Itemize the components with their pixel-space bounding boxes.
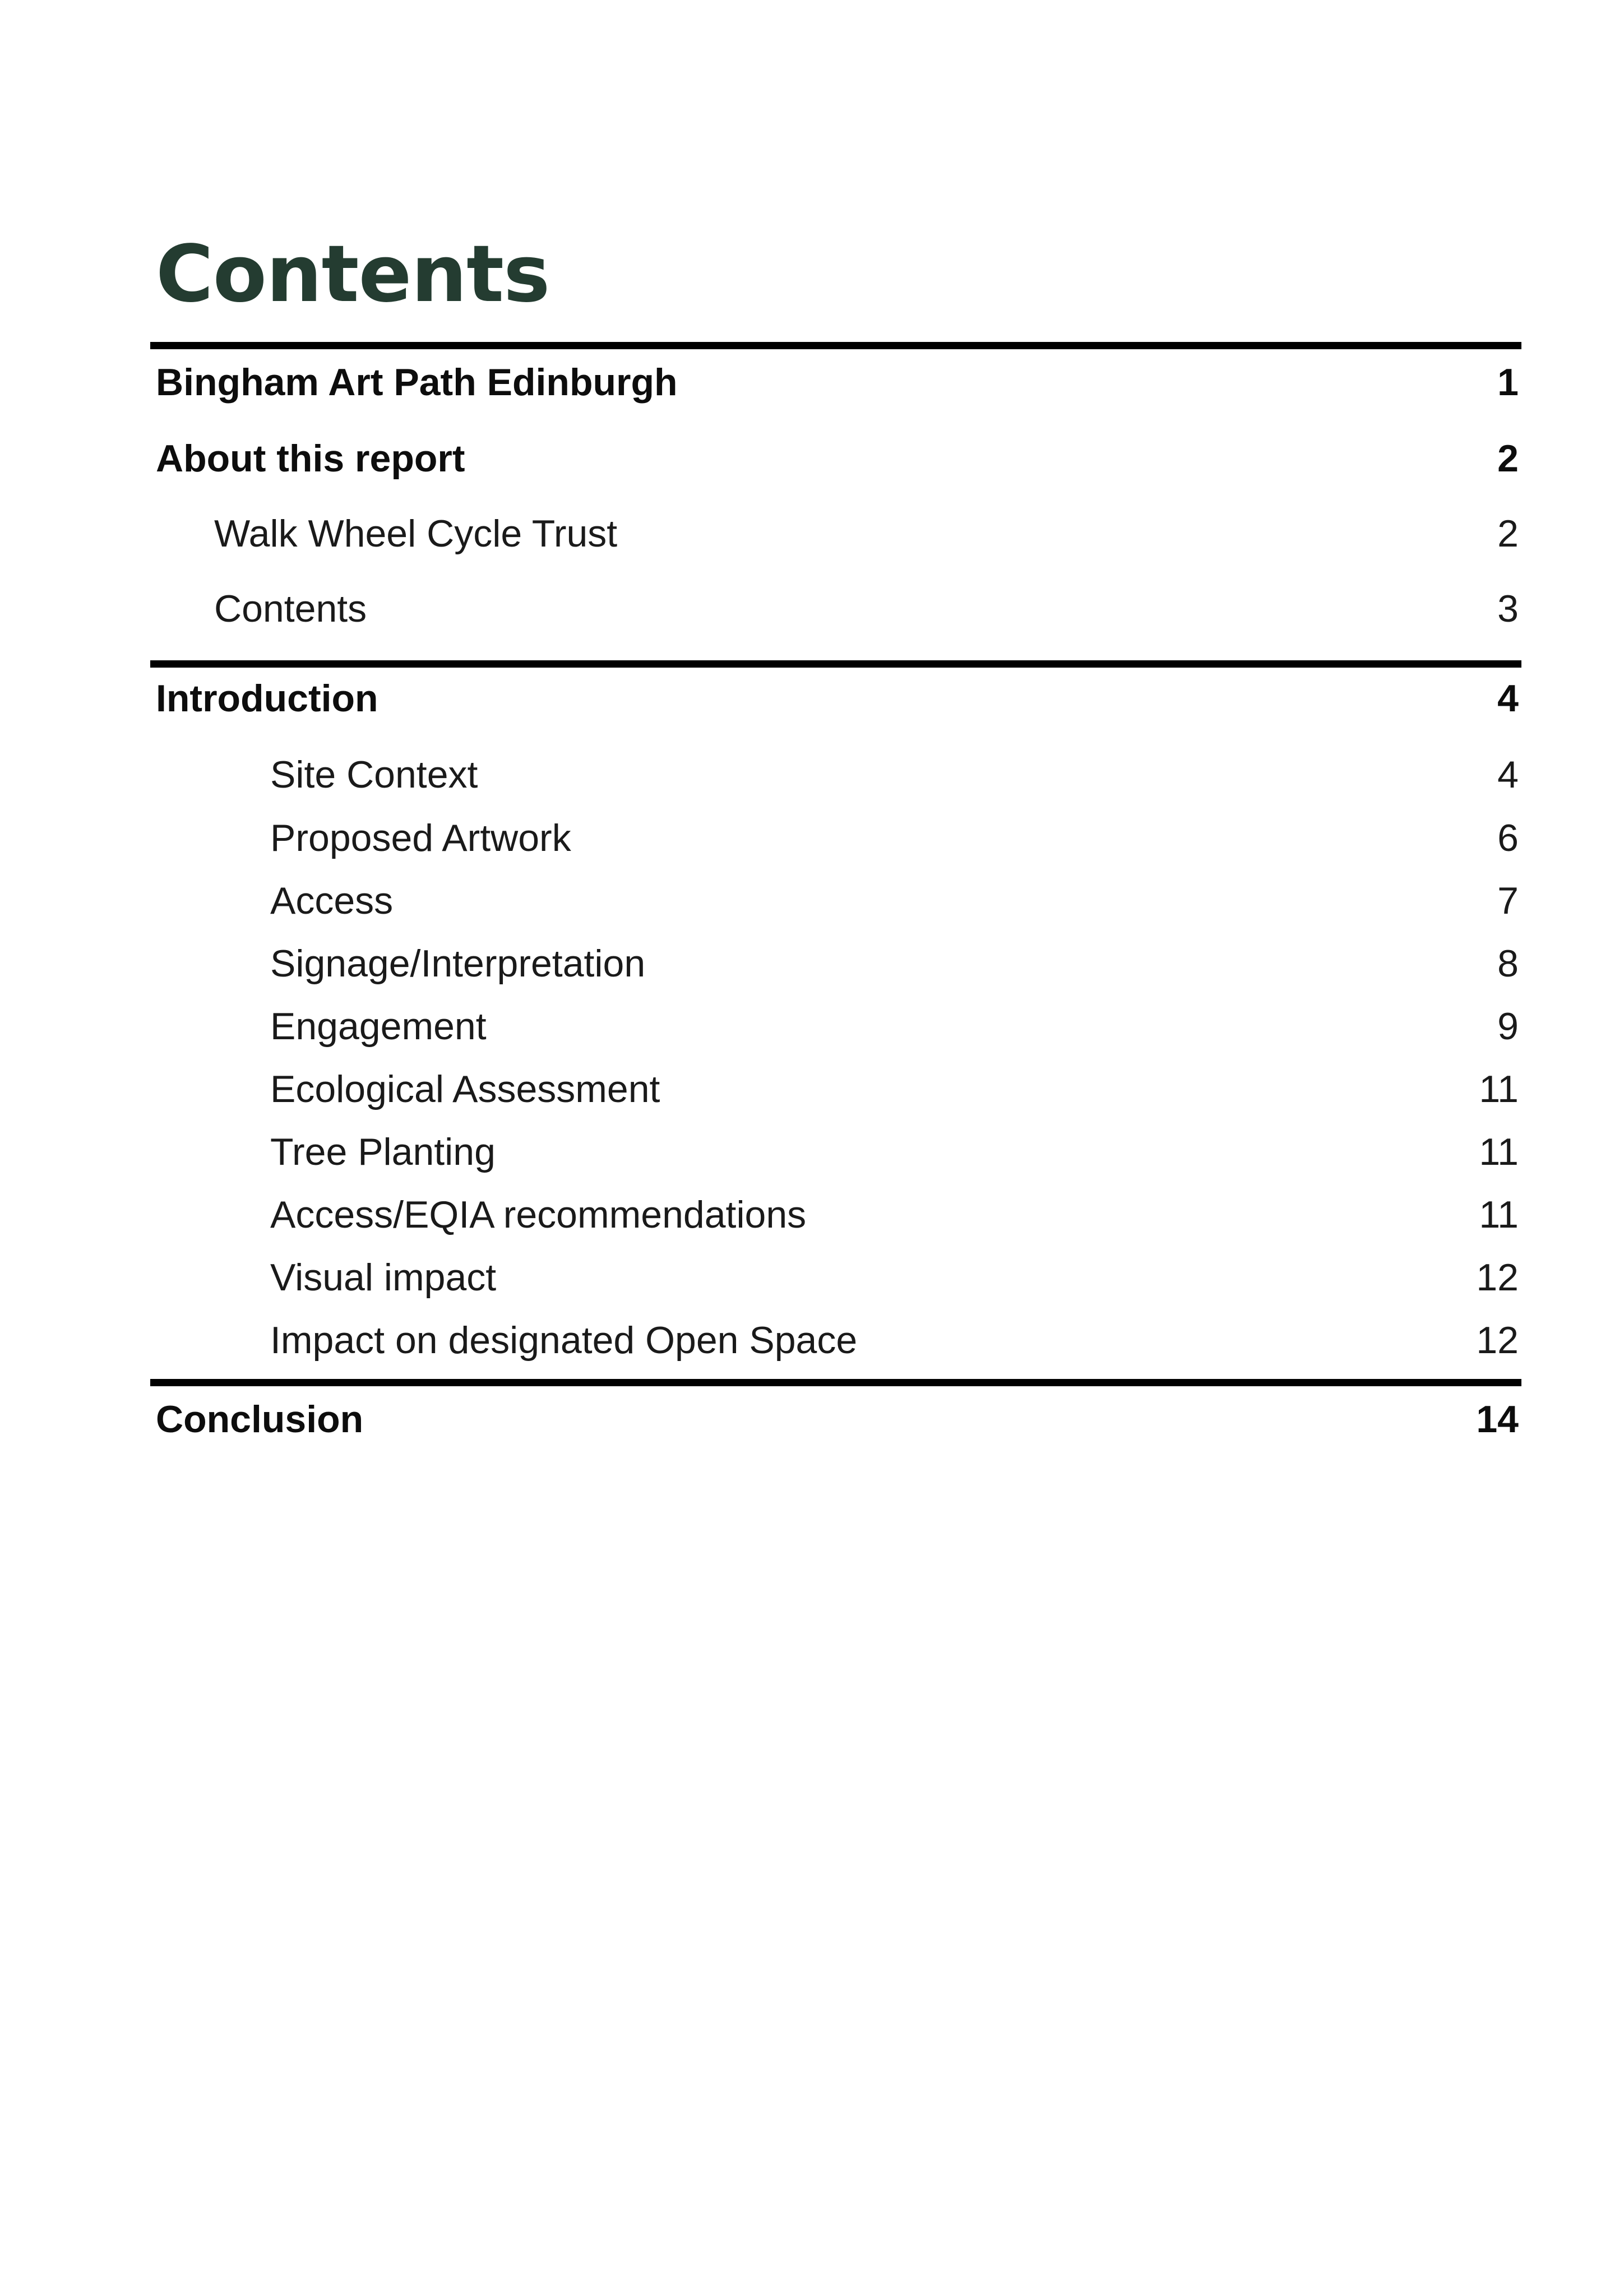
- toc-entry-page: 2: [1497, 437, 1519, 480]
- toc-entry[interactable]: [0, 747, 1624, 803]
- toc-entry-page: 3: [1497, 587, 1519, 630]
- toc-entry-page: 2: [1497, 512, 1519, 555]
- toc-entry-label: Proposed Artwork: [270, 817, 571, 859]
- toc-entry-page: 1: [1497, 361, 1519, 404]
- toc-entry[interactable]: [0, 581, 1624, 637]
- toc-entry[interactable]: [0, 506, 1624, 562]
- toc-entry-label: Visual impact: [270, 1256, 497, 1299]
- toc-entry[interactable]: [0, 1187, 1624, 1243]
- toc-entry-label: Bingham Art Path Edinburgh: [156, 361, 678, 404]
- toc-entry[interactable]: [0, 936, 1624, 992]
- toc-entry[interactable]: [0, 430, 1624, 487]
- toc-entry-page: 14: [1476, 1398, 1519, 1441]
- toc-entry[interactable]: [0, 1061, 1624, 1117]
- toc-entry[interactable]: [0, 1249, 1624, 1306]
- toc-entry-label: Engagement: [270, 1005, 487, 1048]
- toc-entry[interactable]: [0, 670, 1624, 726]
- toc-entry-label: Impact on designated Open Space: [270, 1319, 858, 1362]
- toc-entry-page: 4: [1497, 753, 1519, 796]
- toc-entry[interactable]: [0, 810, 1624, 866]
- toc-entry-label: Introduction: [156, 677, 378, 720]
- toc-entry-label: About this report: [156, 437, 465, 480]
- toc-entry-label: Walk Wheel Cycle Trust: [214, 512, 618, 555]
- toc-entry-label: Access: [270, 879, 394, 922]
- page-title: Contents: [156, 229, 550, 320]
- toc-entry-page: 8: [1497, 942, 1519, 985]
- toc-entry-page: 12: [1476, 1319, 1519, 1362]
- toc-entry-label: Conclusion: [156, 1398, 364, 1441]
- toc-entry-page: 7: [1497, 879, 1519, 922]
- toc-entry-page: 9: [1497, 1005, 1519, 1048]
- toc-entry-page: 11: [1479, 1131, 1519, 1173]
- toc-entry-page: 11: [1479, 1193, 1519, 1236]
- toc-entry-page: 6: [1497, 817, 1519, 859]
- toc-entry-label: Ecological Assessment: [270, 1068, 660, 1110]
- toc-entry-page: 12: [1476, 1256, 1519, 1299]
- toc-entry-label: Tree Planting: [270, 1131, 496, 1173]
- toc-entry[interactable]: [0, 1312, 1624, 1368]
- toc-entry-label: Site Context: [270, 753, 478, 796]
- toc-entry[interactable]: [0, 998, 1624, 1054]
- toc-entry[interactable]: [0, 1391, 1624, 1447]
- toc-entry[interactable]: [0, 354, 1624, 410]
- toc-entry-label: Access/EQIA recommendations: [270, 1193, 807, 1236]
- toc-entry-page: 11: [1479, 1068, 1519, 1110]
- toc-entry[interactable]: [0, 873, 1624, 929]
- toc-entry[interactable]: [0, 1124, 1624, 1180]
- toc-entry-label: Contents: [214, 587, 367, 630]
- toc-entry-label: Signage/Interpretation: [270, 942, 646, 985]
- toc-entry-page: 4: [1497, 677, 1519, 720]
